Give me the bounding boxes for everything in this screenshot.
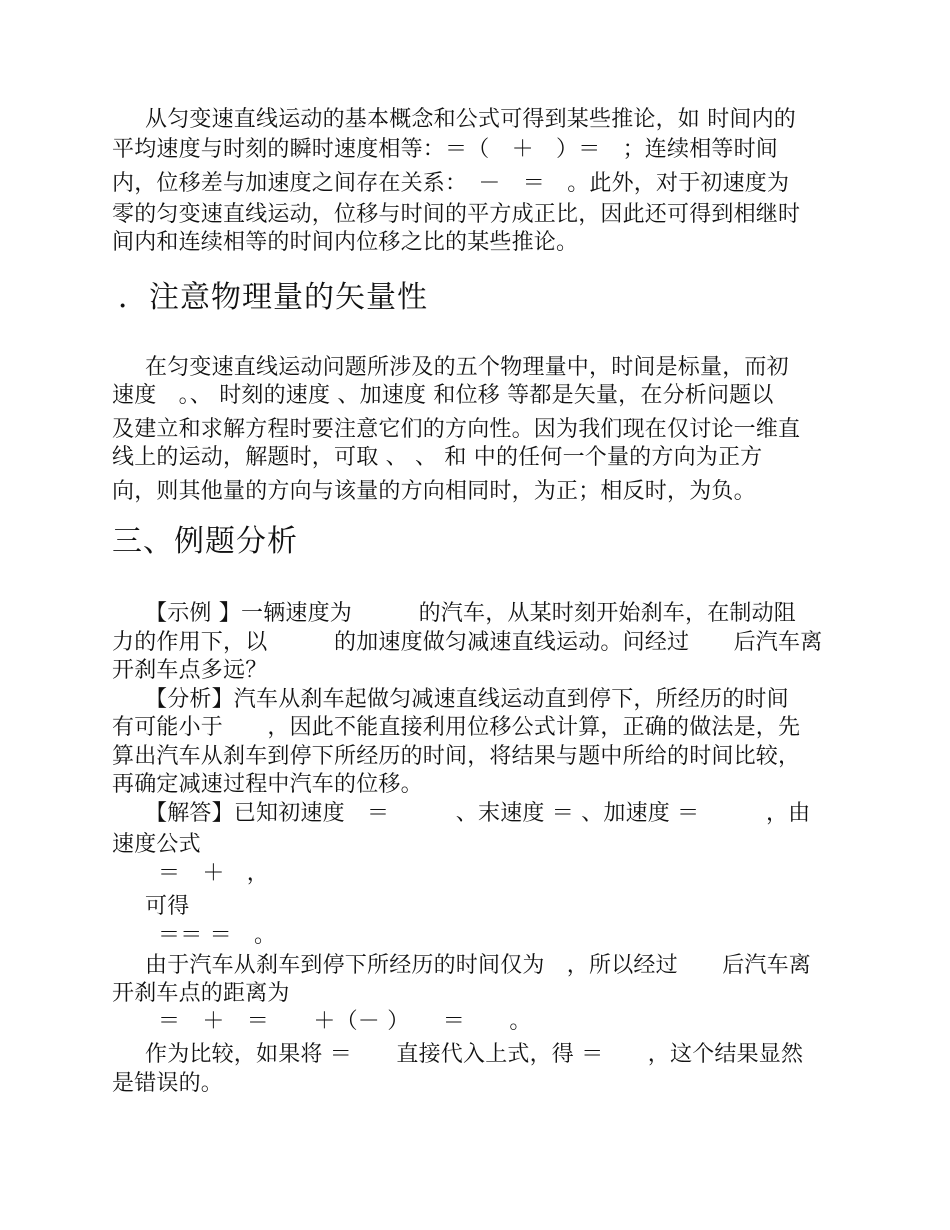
intro-line-1: 从匀变速直线运动的基本概念和公式可得到某些推论，如 时间内的 <box>145 107 796 132</box>
solution-formula-2: ＝＝ ＝ 。 <box>158 923 277 948</box>
analysis-line-2: 有可能小于 ，因此不能直接利用位移公式计算，正确的做法是，先 <box>112 715 801 740</box>
solution-line-1: 【解答】已知初速度 ＝ 、末速度 ＝ 、加速度 ＝ ，由 <box>145 801 811 826</box>
section2-line-5: 向，则其他量的方向与该量的方向相同时，为正；相反时，为负。 <box>112 479 756 504</box>
example-line-3: 开刹车点多远？ <box>112 658 268 683</box>
analysis-line-1: 【分析】汽车从刹车起做匀减速直线运动直到停下，所经历的时间 <box>145 687 789 712</box>
example-line-1: 【示例 】一辆速度为 的汽车，从某时刻开始刹车，在制动阻 <box>145 601 796 626</box>
intro-line-4: 零的匀变速直线运动，位移与时间的平方成正比，因此还可得到相继时 <box>112 202 801 227</box>
section2-line-2: 速度 。、 时刻的速度 、加速度 和位移 等都是矢量，在分析问题以 <box>112 383 774 408</box>
section2-line-4: 线上的运动，解题时，可取 、 、 和 中的任何一个量的方向为正方 <box>112 445 763 470</box>
solution-formula-1: ＝ ＋ ， <box>158 861 270 886</box>
analysis-line-3: 算出汽车从刹车到停下所经历的时间，将结果与题中所给的时间比较， <box>112 744 801 769</box>
intro-line-3: 内，位移差与加速度之间存在关系： － ＝ 。此外，对于初速度为 <box>112 171 790 196</box>
section2-line-1: 在匀变速直线运动问题所涉及的五个物理量中，时间是标量，而初 <box>145 355 789 380</box>
section2-line-3: 及建立和求解方程时要注意它们的方向性。因为我们现在仅讨论一维直 <box>112 417 801 442</box>
section-heading-vector: ．注意物理量的矢量性 <box>118 280 428 315</box>
example-line-2: 力的作用下，以 的加速度做匀减速直线运动。问经过 后汽车离 <box>112 630 823 655</box>
solution-line-3: 可得 <box>145 894 190 919</box>
solution-line-5: 开刹车点的距离为 <box>112 981 290 1006</box>
section-heading-examples: 三、例题分析 <box>112 524 298 559</box>
solution-line-7: 是错误的。 <box>112 1071 224 1096</box>
intro-line-2: 平均速度与时刻的瞬时速度相等：＝（ ＋ ）＝ ；连续相等时间 <box>112 137 779 162</box>
solution-line-4: 由于汽车从刹车到停下所经历的时间仅为 ，所以经过 后汽车离 <box>145 953 812 978</box>
analysis-line-4: 再确定减速过程中汽车的位移。 <box>112 772 423 797</box>
solution-line-6: 作为比较，如果将 ＝ 直接代入上式，得 ＝ ，这个结果显然 <box>145 1042 804 1067</box>
solution-formula-3: ＝ ＋ ＝ ＋（－ ） ＝ 。 <box>158 1009 532 1034</box>
solution-line-2: 速度公式 <box>112 832 201 857</box>
intro-line-5: 间内和连续相等的时间内位移之比的某些推论。 <box>112 230 579 255</box>
